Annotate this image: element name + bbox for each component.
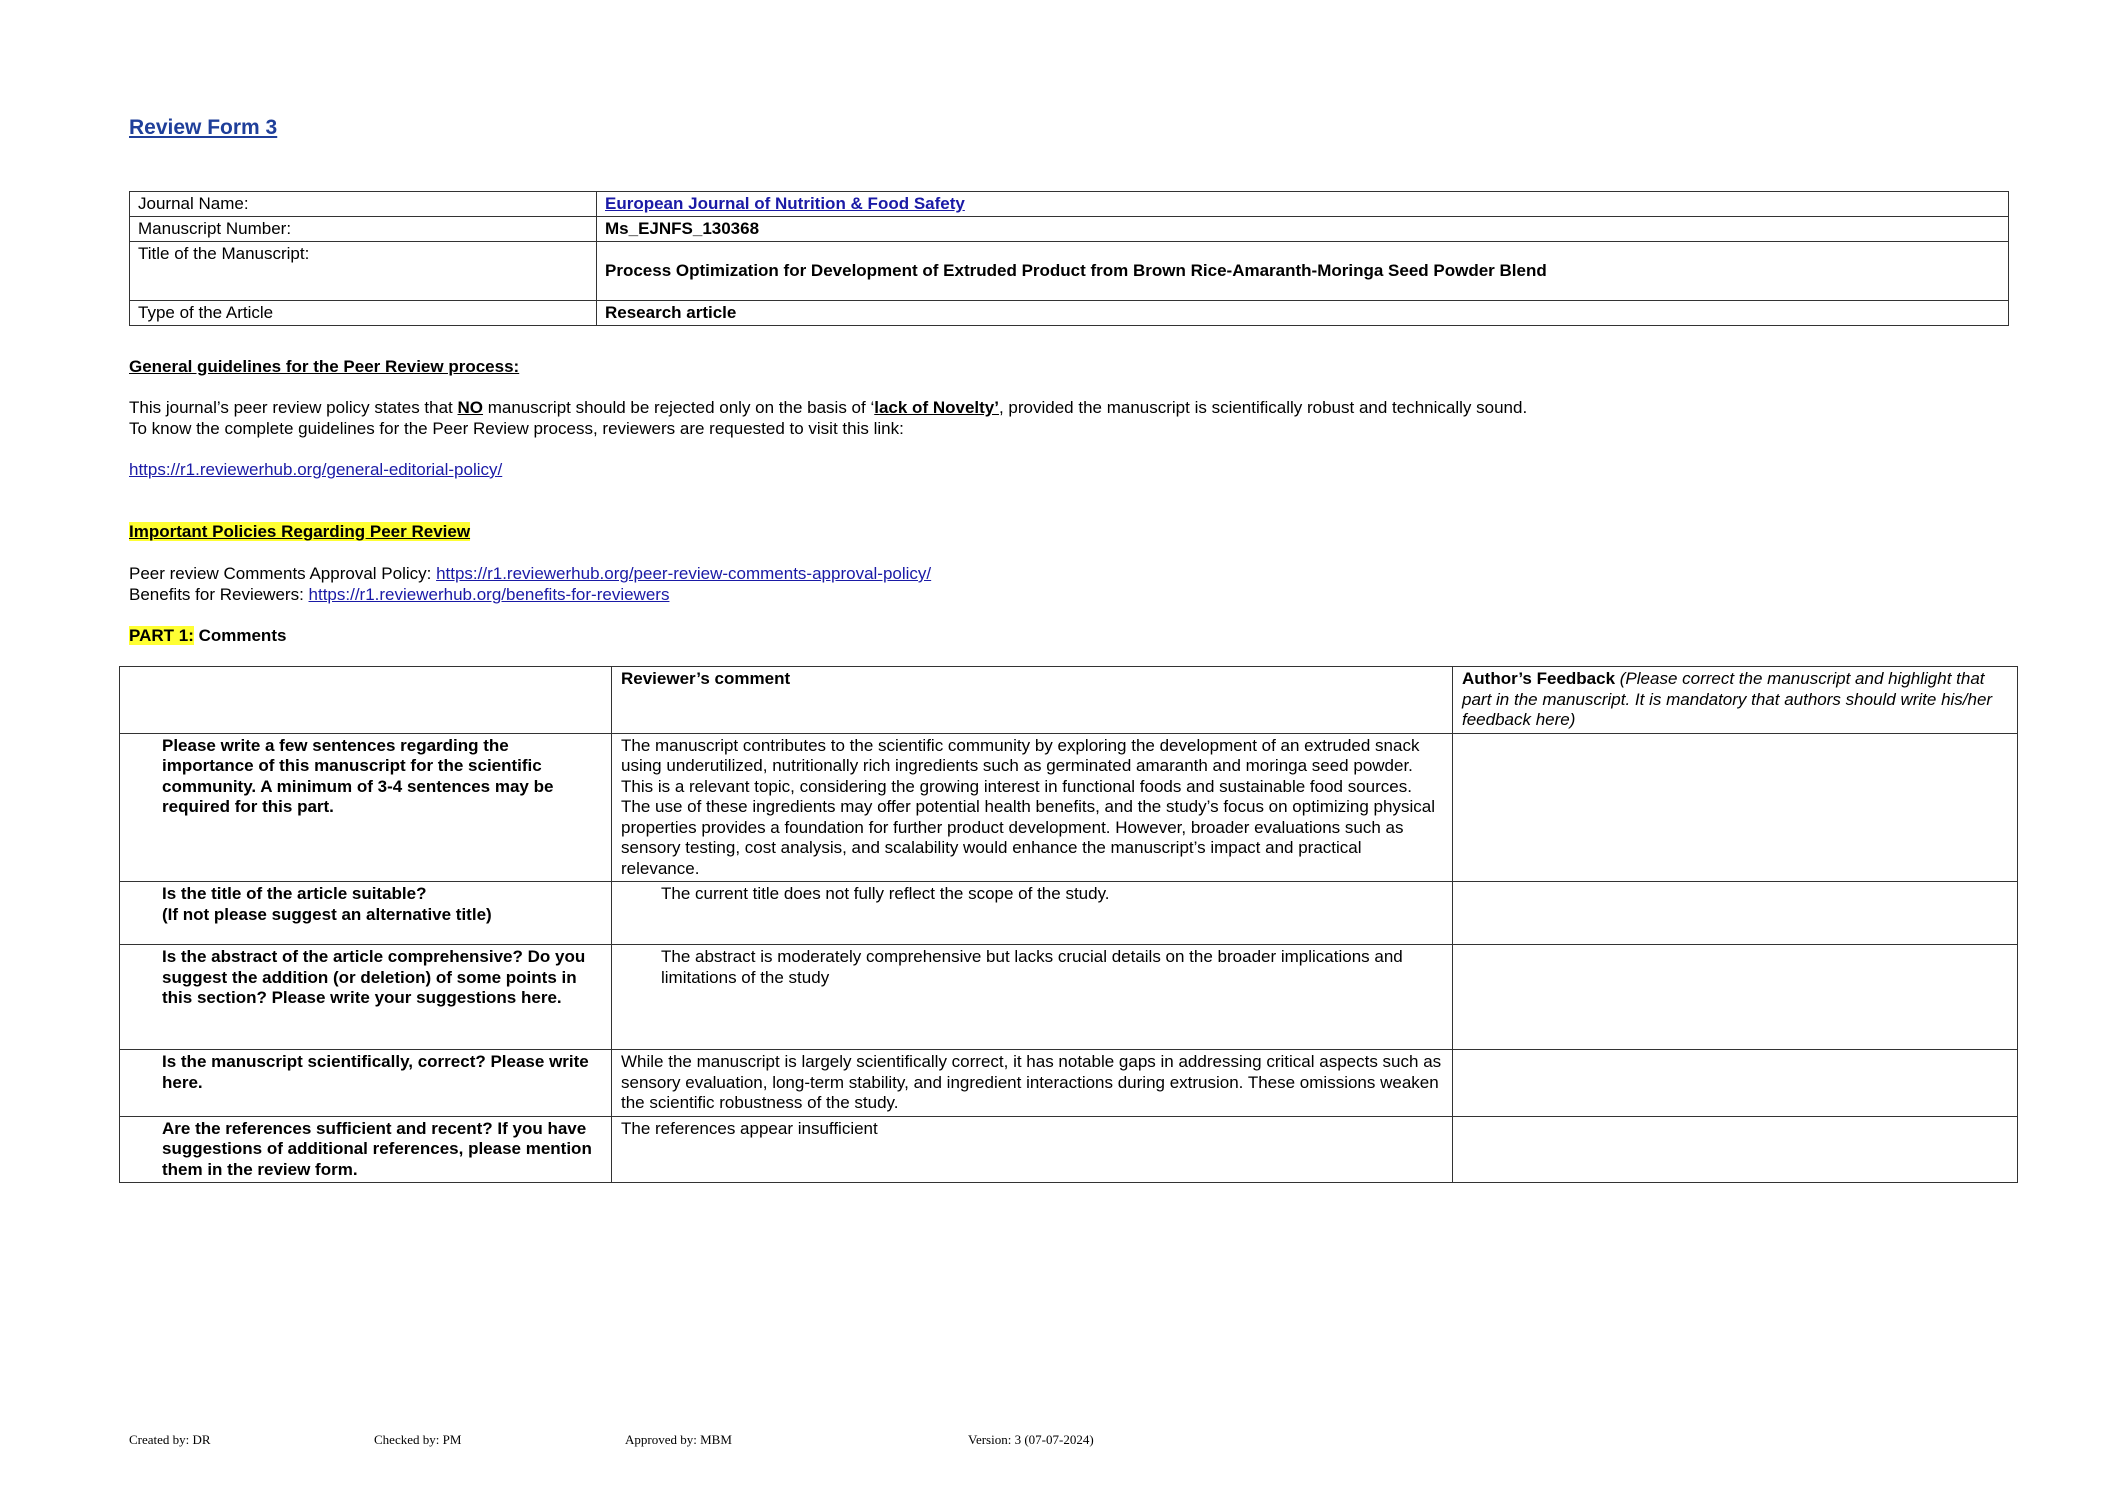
feedback-abstract[interactable] — [1453, 945, 2018, 1050]
comment-abstract-text: The abstract is moderately comprehensive but lacks crucial details on the broader implications and limitations of the study — [661, 947, 1403, 987]
author-feedback-title: Author’s Feedback — [1462, 669, 1616, 688]
manuscript-info-table — [129, 191, 2009, 326]
part1-heading — [129, 625, 286, 646]
question-title — [120, 882, 612, 945]
part1-label: PART 1: — [129, 626, 194, 645]
article-type-row — [130, 301, 2009, 326]
journal-row — [130, 192, 2009, 217]
question-abstract: Is the abstract of the article comprehensive? Do you suggest the addition (or deletion) of some points in this section? Please write your suggestions here. — [120, 945, 612, 1050]
manuscript-number-value: Ms_EJNFS_130368 — [597, 217, 2009, 242]
table-row — [120, 1050, 2018, 1117]
header-question-cell — [120, 667, 612, 734]
manuscript-title-value: Process Optimization for Development of Extruded Product from Brown Rice-Amaranth-Moringa Seed Powder Blend — [597, 242, 2009, 301]
editorial-policy-link[interactable]: https://r1.reviewerhub.org/general-editorial-policy/ — [129, 460, 503, 479]
benefits-label: Benefits for Reviewers: — [129, 585, 309, 604]
question-scientific: Is the manuscript scientifically, correct? Please write here. — [120, 1050, 612, 1117]
header-author-feedback — [1453, 667, 2018, 734]
form-title: Review Form 3 — [129, 116, 278, 139]
policies-heading: Important Policies Regarding Peer Review — [129, 522, 471, 541]
header-reviewer-comment: Reviewer’s comment — [612, 667, 1453, 734]
guidelines-policy-text — [129, 397, 1527, 418]
journal-link[interactable]: European Journal of Nutrition & Food Safety — [605, 194, 965, 213]
table-row — [120, 1116, 2018, 1183]
manuscript-number-label: Manuscript Number: — [130, 217, 597, 242]
comment-scientific: While the manuscript is largely scientifically correct, it has notable gaps in addressing critical aspects such as sensory evaluation, long-term stability, and ingredient interactions during extrusion. These omissions weaken the scientific robustness of the study. — [612, 1050, 1453, 1117]
manuscript-title-row — [130, 242, 2009, 301]
question-title-line1: Is the title of the article suitable? — [162, 884, 427, 903]
comment-title — [612, 882, 1453, 945]
footer-created-by: Created by: DR — [129, 1432, 211, 1447]
manuscript-number-row — [130, 217, 2009, 242]
footer-checked-by: Checked by: PM — [374, 1432, 462, 1447]
benefits-link[interactable]: https://r1.reviewerhub.org/benefits-for-reviewers — [308, 585, 670, 604]
footer-approved-by: Approved by: MBM — [625, 1432, 732, 1447]
comment-title-text: The current title does not fully reflect the scope of the study. — [661, 884, 1110, 903]
approval-policy-label: Peer review Comments Approval Policy: — [129, 564, 437, 583]
guidelines-visit-text: To know the complete guidelines for the Peer Review process, reviewers are requested to visit this link: — [129, 419, 904, 438]
guidelines-text-a: This journal’s peer review policy states that — [129, 398, 458, 417]
guidelines-text-b: manuscript should be rejected only on the basis of ‘ — [483, 398, 875, 417]
comments-header-row — [120, 667, 2018, 734]
comment-references: The references appear insufficient — [612, 1116, 1453, 1183]
guidelines-text-c: , provided the manuscript is scientifically robust and technically sound. — [998, 398, 1528, 417]
question-title-line2: (If not please suggest an alternative title) — [162, 904, 492, 924]
question-references: Are the references sufficient and recent? If you have suggestions of additional references, please mention them in the review form. — [120, 1116, 612, 1183]
manuscript-title-label: Title of the Manuscript: — [130, 242, 597, 301]
guidelines-novelty-emphasis: lack of Novelty’ — [874, 398, 999, 417]
comment-importance: The manuscript contributes to the scientific community by exploring the development of an extruded snack using underutilized, nutritionally rich ingredients such as germinated amaranth and moringa seed powder. This is a relevant topic, considering the growing interest in functional foods and sustainable food sources. The use of these ingredients may offer potential health benefits, and the study’s focus on optimizing physical properties provides a foundation for further product development. However, broader evaluations such as sensory testing, cost analysis, and scalability would enhance the manuscript’s impact and practical relevance. — [612, 733, 1453, 882]
feedback-importance[interactable] — [1453, 733, 2018, 882]
article-type-value: Research article — [597, 301, 2009, 326]
guidelines-heading: General guidelines for the Peer Review process: — [129, 357, 520, 376]
feedback-scientific[interactable] — [1453, 1050, 2018, 1117]
feedback-title[interactable] — [1453, 882, 2018, 945]
benefits-line — [129, 584, 669, 605]
author-feedback-instructions: (Please correct the manuscript and highlight that part in the manuscript. It is mandatory that authors should write his/her feedback here) — [1462, 669, 1993, 729]
journal-label: Journal Name: — [130, 192, 597, 217]
comments-table — [119, 666, 2018, 1183]
approval-policy-line — [129, 563, 931, 584]
guidelines-no-emphasis: NO — [457, 398, 484, 417]
article-type-label: Type of the Article — [130, 301, 597, 326]
table-row — [120, 733, 2018, 882]
approval-policy-link[interactable]: https://r1.reviewerhub.org/peer-review-comments-approval-policy/ — [436, 564, 932, 583]
footer-version: Version: 3 (07-07-2024) — [968, 1432, 1094, 1447]
feedback-references[interactable] — [1453, 1116, 2018, 1183]
comment-abstract — [612, 945, 1453, 1050]
table-row — [120, 945, 2018, 1050]
table-row — [120, 882, 2018, 945]
part1-title: Comments — [193, 626, 287, 645]
question-importance: Please write a few sentences regarding the importance of this manuscript for the scientific community. A minimum of 3-4 sentences may be required for this part. — [120, 733, 612, 882]
